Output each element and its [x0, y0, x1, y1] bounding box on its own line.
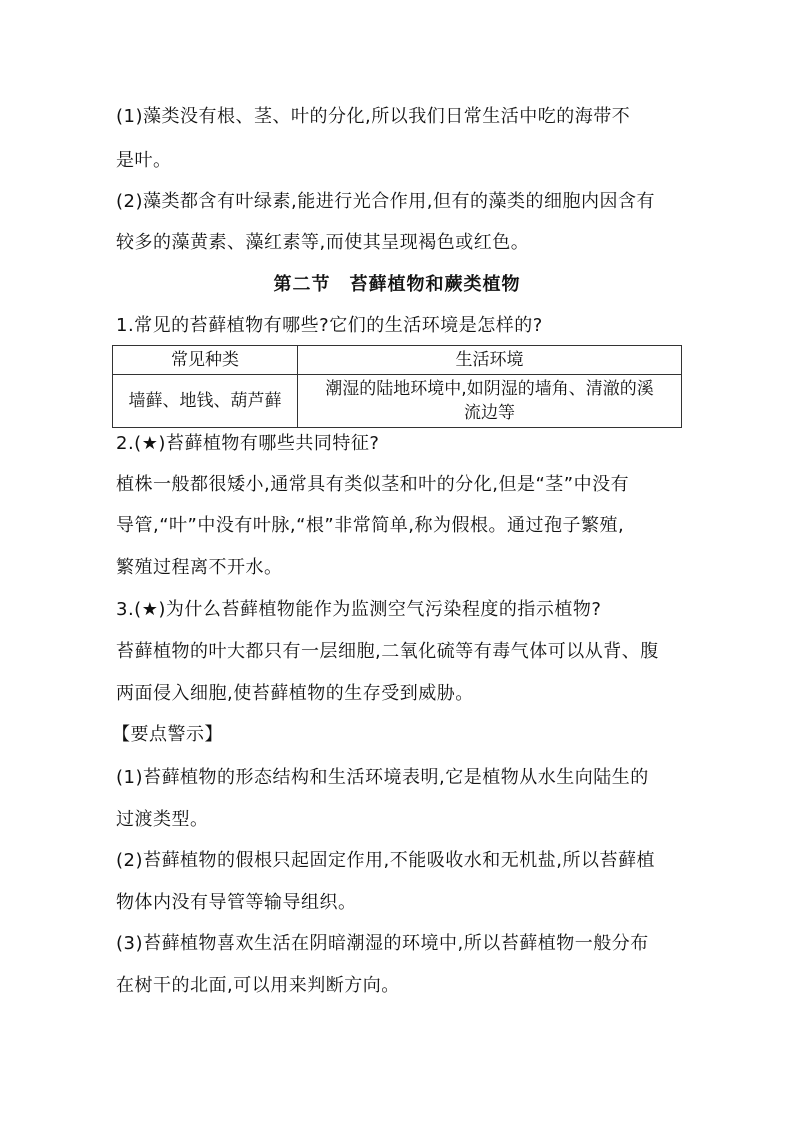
tip-1-line-1: (1)苔藓植物的形态结构和生活环境表明,它是植物从水生向陆生的 — [116, 767, 649, 788]
note-1-line-1: (1)藻类没有根、茎、叶的分化,所以我们日常生活中吃的海带不 — [116, 106, 631, 127]
tip-3-line-2: 在树干的北面,可以用来判断方向。 — [116, 975, 400, 996]
table-header-species: 常见种类 — [113, 346, 298, 375]
table-cell-environment-line-2: 流边等 — [464, 403, 515, 423]
answer-2-line-1: 植株一般都很矮小,通常具有类似茎和叶的分化,但是“茎”中没有 — [116, 474, 630, 495]
tip-3-line-1: (3)苔藓植物喜欢生活在阴暗潮湿的环境中,所以苔藓植物一般分布 — [116, 933, 649, 954]
table-cell-species: 墙藓、地钱、葫芦藓 — [113, 375, 298, 428]
species-table — [112, 345, 682, 428]
table-cell-environment — [298, 375, 682, 428]
note-1-line-2: 是叶。 — [116, 150, 172, 171]
tips-heading: 【要点警示】 — [112, 724, 223, 745]
note-2-line-2: 较多的藻黄素、藻红素等,而使其呈现褐色或红色。 — [116, 232, 530, 253]
table-row — [113, 375, 682, 428]
table-header-environment: 生活环境 — [298, 346, 682, 375]
tip-2-line-2: 物体内没有导管等输导组织。 — [116, 892, 357, 913]
answer-2-line-2: 导管,“叶”中没有叶脉,“根”非常简单,称为假根。通过孢子繁殖, — [116, 515, 625, 536]
tip-1-line-2: 过渡类型。 — [116, 809, 209, 830]
note-2-line-1: (2)藻类都含有叶绿素,能进行光合作用,但有的藻类的细胞内因含有 — [116, 191, 655, 212]
question-3: 3.(★)为什么苔藓植物能作为监测空气污染程度的指示植物? — [116, 599, 602, 620]
answer-3-line-1: 苔藓植物的叶大都只有一层细胞,二氧化硫等有毒气体可以从背、腹 — [116, 641, 659, 662]
question-1: 1.常见的苔藓植物有哪些?它们的生活环境是怎样的? — [116, 315, 543, 336]
section-title: 第二节 苔藓植物和蕨类植物 — [273, 274, 521, 295]
question-2: 2.(★)苔藓植物有哪些共同特征? — [116, 433, 380, 454]
tip-2-line-1: (2)苔藓植物的假根只起固定作用,不能吸收水和无机盐,所以苔藓植 — [116, 850, 655, 871]
answer-2-line-3: 繁殖过程离不开水。 — [116, 557, 283, 578]
table-header-row — [113, 346, 682, 375]
answer-3-line-2: 两面侵入细胞,使苔藓植物的生存受到威胁。 — [116, 683, 474, 704]
table-cell-environment-line-1: 潮湿的陆地环境中,如阴湿的墙角、清澈的溪 — [325, 379, 654, 399]
